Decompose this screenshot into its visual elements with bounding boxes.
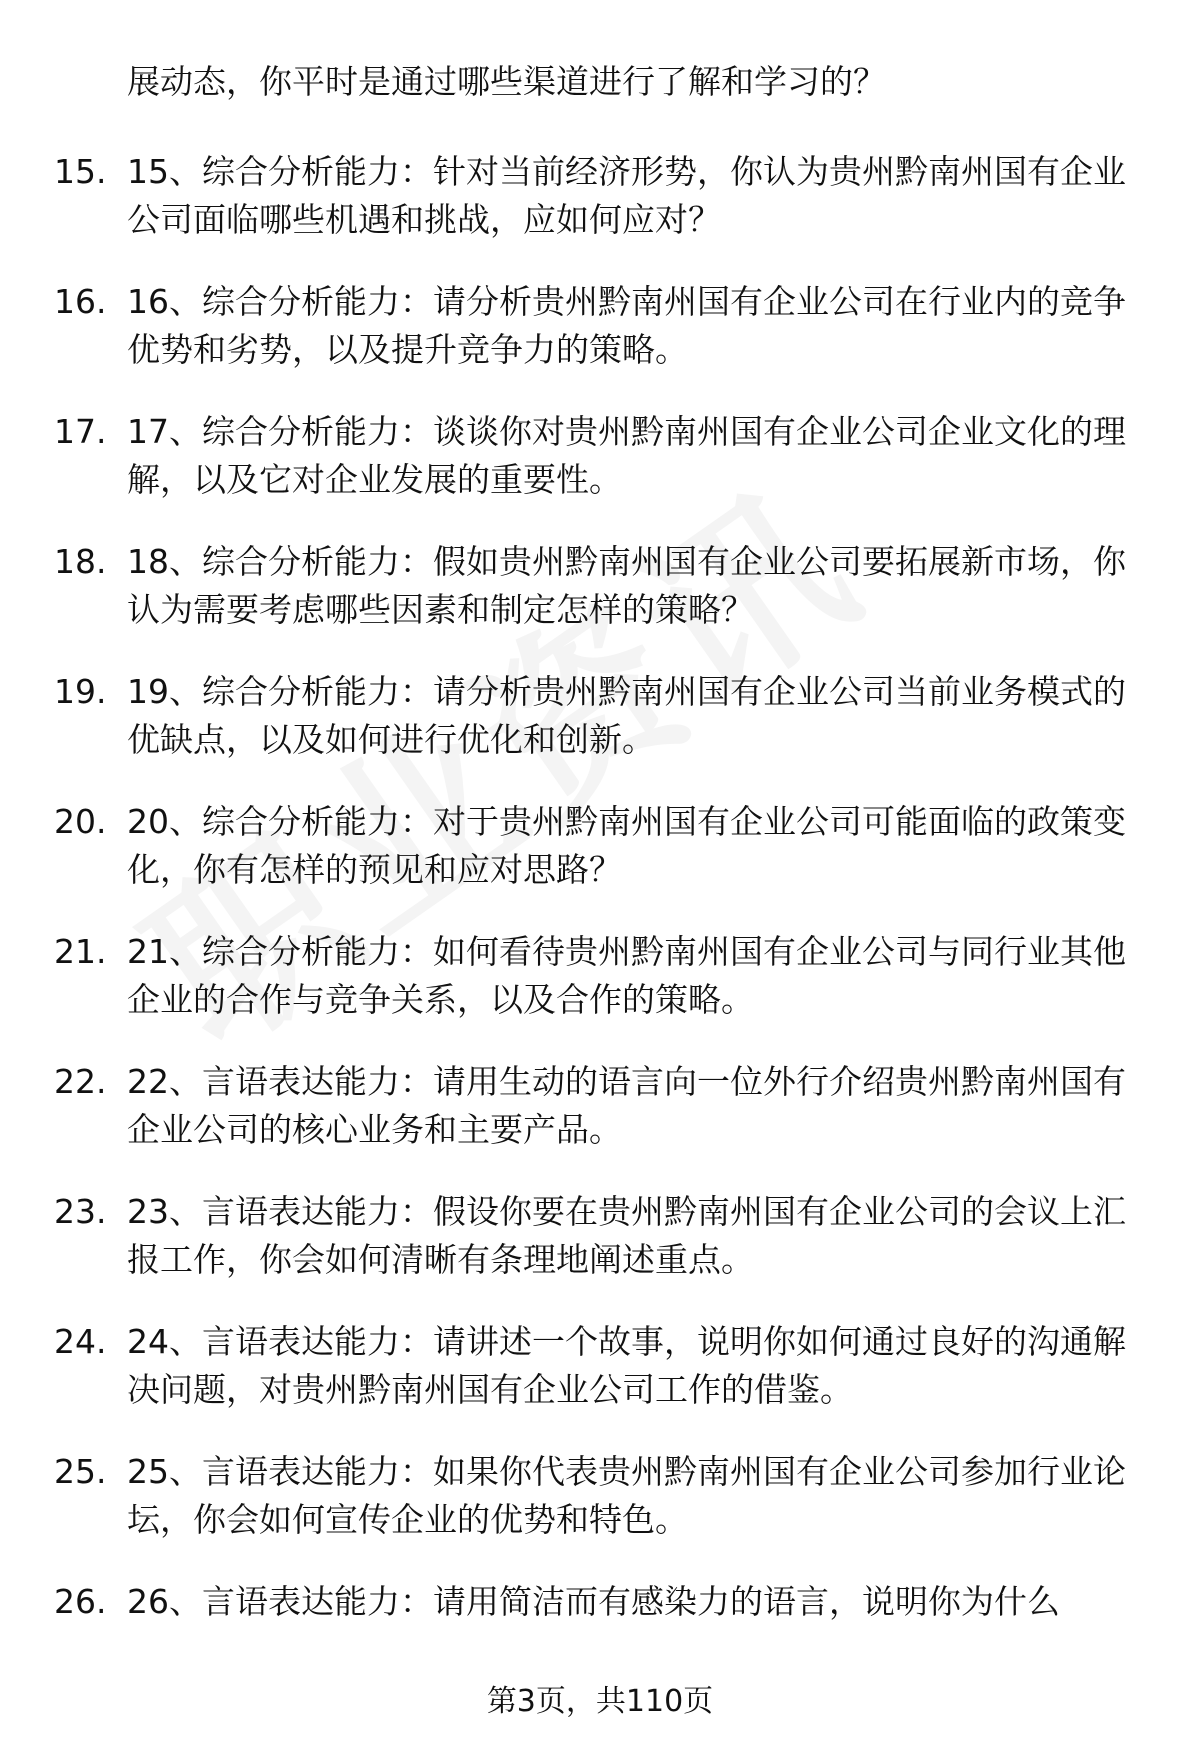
list-item (0, 148, 1200, 278)
list-item-number: 21. (54, 932, 107, 971)
list-item-number: 22. (54, 1062, 107, 1101)
list-item (0, 408, 1200, 538)
list-item-text: 22、言语表达能力：请用生动的语言向一位外行介绍贵州黔南州国有企业公司的核心业务和主要产品。 (127, 1062, 1126, 1149)
list-item-text: 23、言语表达能力：假设你要在贵州黔南州国有企业公司的会议上汇报工作，你会如何清晰有条理地阐述重点。 (127, 1192, 1126, 1279)
list-item (0, 1058, 1200, 1188)
list-item (0, 1448, 1200, 1578)
question-list (0, 148, 1200, 1708)
list-item (0, 798, 1200, 928)
list-item-number: 26. (54, 1582, 107, 1621)
list-item-text: 15、综合分析能力：针对当前经济形势，你认为贵州黔南州国有企业公司面临哪些机遇和挑战，应如何应对？ (127, 152, 1126, 239)
list-item-text: 16、综合分析能力：请分析贵州黔南州国有企业公司在行业内的竞争优势和劣势，以及提升竞争力的策略。 (127, 282, 1126, 369)
list-item-number: 16. (54, 282, 107, 321)
list-item (0, 1188, 1200, 1318)
list-item-text: 18、综合分析能力：假如贵州黔南州国有企业公司要拓展新市场，你认为需要考虑哪些因素和制定怎样的策略？ (127, 542, 1126, 629)
list-item-text: 25、言语表达能力：如果你代表贵州黔南州国有企业公司参加行业论坛，你会如何宣传企业的优势和特色。 (127, 1452, 1126, 1539)
list-item-text: 20、综合分析能力：对于贵州黔南州国有企业公司可能面临的政策变化，你有怎样的预见和应对思路？ (127, 802, 1126, 889)
list-item-number: 24. (54, 1322, 107, 1361)
list-item-number: 23. (54, 1192, 107, 1231)
list-item-number: 19. (54, 672, 107, 711)
list-item-text: 24、言语表达能力：请讲述一个故事，说明你如何通过良好的沟通解决问题，对贵州黔南州国有企业公司工作的借鉴。 (127, 1322, 1126, 1409)
list-item (0, 1318, 1200, 1448)
list-item-text: 26、言语表达能力：请用简洁而有感染力的语言，说明你为什么 (127, 1582, 1060, 1621)
list-item (0, 538, 1200, 668)
continuation-text: 展动态，你平时是通过哪些渠道进行了解和学习的？ (127, 62, 886, 101)
page-footer: 第3页，共110页 (486, 1684, 714, 1719)
list-item-number: 17. (54, 412, 107, 451)
list-item (0, 928, 1200, 1058)
list-item-number: 20. (54, 802, 107, 841)
list-item-number: 15. (54, 152, 107, 191)
list-item-number: 25. (54, 1452, 107, 1491)
list-item (0, 278, 1200, 408)
list-item-number: 18. (54, 542, 107, 581)
list-item-text: 21、综合分析能力：如何看待贵州黔南州国有企业公司与同行业其他企业的合作与竞争关系，以及合作的策略。 (127, 932, 1126, 1019)
list-item (0, 668, 1200, 798)
list-item-text: 19、综合分析能力：请分析贵州黔南州国有企业公司当前业务模式的优缺点，以及如何进行优化和创新。 (127, 672, 1126, 759)
list-item-text: 17、综合分析能力：谈谈你对贵州黔南州国有企业公司企业文化的理解，以及它对企业发展的重要性。 (127, 412, 1126, 499)
